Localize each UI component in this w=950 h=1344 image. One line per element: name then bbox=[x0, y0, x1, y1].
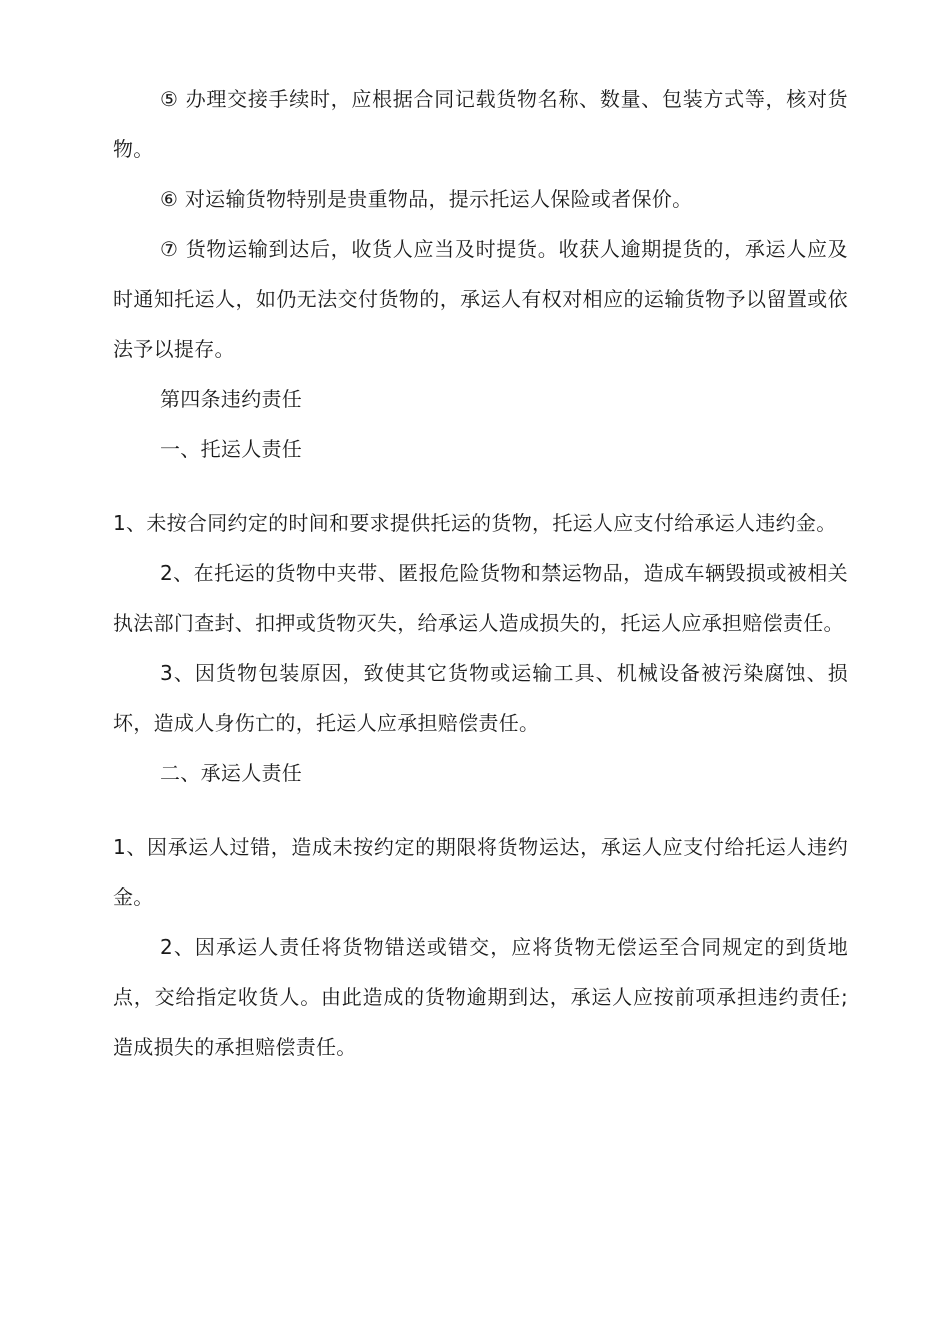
shipper-clause-2: 2、在托运的货物中夹带、匿报危险货物和禁运物品，造成车辆毁损或被相关执法部门查封、扣押或货物灭失，给承运人造成损失的，托运人应承担赔偿责任。 bbox=[113, 561, 848, 635]
paragraph-item-7: ⑦ 货物运输到达后，收货人应当及时提货。收获人逾期提货的，承运人应及时通知托运人，如仍无法交付货物的，承运人有权对相应的运输货物予以留置或依法予以提存。 bbox=[113, 237, 848, 361]
section-carrier-heading: 二、承运人责任 bbox=[160, 761, 303, 785]
article-4-heading: 第四条违约责任 bbox=[160, 387, 303, 411]
shipper-clause-1: 1、未按合同约定的时间和要求提供托运的货物，托运人应支付给承运人违约金。 bbox=[113, 511, 837, 535]
carrier-clause-1: 1、因承运人过错，造成未按约定的期限将货物运达，承运人应支付给托运人违约金。 bbox=[113, 835, 848, 909]
document-body bbox=[113, 74, 848, 1072]
section-shipper-heading: 一、托运人责任 bbox=[160, 437, 303, 461]
paragraph-item-6: ⑥ 对运输货物特别是贵重物品，提示托运人保险或者保价。 bbox=[160, 187, 693, 211]
paragraph-item-5: ⑤ 办理交接手续时，应根据合同记载货物名称、数量、包装方式等，核对货物。 bbox=[113, 87, 848, 161]
carrier-clause-2: 2、因承运人责任将货物错送或错交，应将货物无偿运至合同规定的到货地点，交给指定收货人。由此造成的货物逾期到达，承运人应按前项承担违约责任;造成损失的承担赔偿责任。 bbox=[113, 935, 848, 1059]
shipper-clause-3: 3、因货物包装原因，致使其它货物或运输工具、机械设备被污染腐蚀、损坏，造成人身伤亡的，托运人应承担赔偿责任。 bbox=[113, 661, 848, 735]
